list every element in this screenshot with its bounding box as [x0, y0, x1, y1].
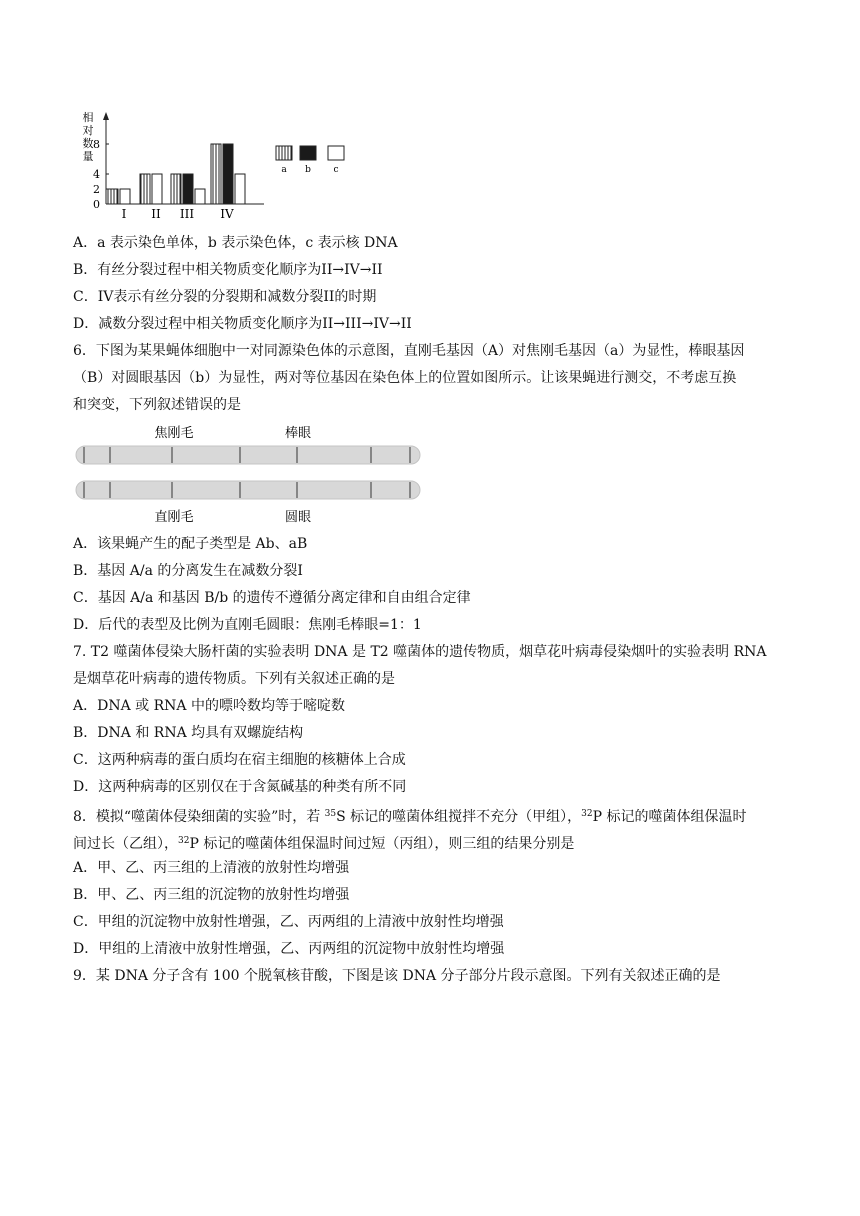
q5-option-b: B．有丝分裂过程中相关物质变化顺序为II→IV→II: [73, 262, 383, 278]
legend-swatch-c: [328, 146, 344, 160]
q8-stem-2a: 间过长（乙组），: [73, 836, 178, 852]
q7-option-b: B．DNA 和 RNA 均具有双螺旋结构: [73, 725, 304, 741]
x-tick-label: II: [151, 207, 161, 220]
q9-stem-line-1: 9．某 DNA 分子含有 100 个脱氧核苷酸，下图是该 DNA 分子部分片段示意图。下列有关叙述正确的是: [73, 968, 721, 984]
bar-a-III: [171, 174, 181, 204]
q8-sup-32b: 32: [178, 836, 190, 846]
y-axis-arrow: [103, 112, 109, 120]
chart-bars: [108, 144, 245, 204]
chromosome-top: [76, 446, 420, 464]
y-label-char-3: 数: [82, 137, 94, 150]
y-axis-label: [83, 110, 94, 163]
chromosome-bottom: [76, 481, 420, 499]
q8-option-b: B．甲、乙、丙三组的沉淀物的放射性均增强: [73, 887, 350, 903]
q7-option-a: A．DNA 或 RNA 中的嘌呤数均等于嘧啶数: [73, 698, 345, 714]
legend-label-a: a: [281, 165, 287, 175]
q6-option-d: D．后代的表型及比例为直刚毛圆眼：焦刚毛棒眼=1：1: [73, 617, 422, 633]
bar-a-I: [108, 189, 118, 204]
label-straight-bristle: 直刚毛: [154, 510, 194, 525]
q5-option-d: D．减数分裂过程中相关物质变化顺序为II→III→IV→II: [73, 316, 412, 332]
bar-c-IV: [235, 174, 245, 204]
bar-a-IV: [211, 144, 221, 204]
bar-b-III: [183, 174, 193, 204]
q6-option-b: B．基因 A/a 的分离发生在减数分裂I: [73, 563, 303, 579]
bar-c-III: [195, 189, 205, 204]
y-tick-label: 0: [93, 198, 100, 211]
q8-option-d: D．甲组的上清液中放射性增强，乙、丙两组的沉淀物中放射性均增强: [73, 941, 505, 957]
q7-option-d: D．这两种病毒的区别仅在于含氮碱基的种类有所不同: [73, 779, 407, 795]
q8-stem-1a: 8．模拟“噬菌体侵染细菌的实验”时，若: [73, 809, 325, 825]
q8-stem-line-1: [73, 804, 747, 827]
label-round-eye: 圆眼: [284, 510, 312, 525]
bar-c-II: [152, 174, 162, 204]
q6-option-c: C．基因 A/a 和基因 B/b 的遗传不遵循分离定律和自由组合定律: [73, 590, 471, 606]
y-tick-label: 2: [93, 183, 100, 196]
y-label-char-4: 量: [82, 150, 94, 163]
q8-option-a: A．甲、乙、丙三组的上清液的放射性均增强: [73, 860, 350, 876]
q8-stem-1c: P 标记的噬菌体组保温时: [592, 809, 747, 825]
x-tick-label: I: [121, 207, 127, 220]
x-tick-label: IV: [220, 207, 234, 220]
label-bar-eye: 棒眼: [284, 426, 312, 441]
legend-swatch-a: [276, 146, 292, 160]
bar-c-I: [120, 189, 130, 204]
q6-stem-line-3: 和突变，下列叙述错误的是: [73, 397, 241, 413]
q7-option-c: C．这两种病毒的蛋白质均在宿主细胞的核糖体上合成: [73, 752, 406, 768]
y-label-char-2: 对: [82, 124, 94, 137]
q6-option-a: A．该果蝇产生的配子类型是 Ab、aB: [73, 536, 308, 552]
q8-option-c: C．甲组的沉淀物中放射性增强，乙、丙两组的上清液中放射性均增强: [73, 914, 504, 930]
legend-swatch-b: [300, 146, 316, 160]
legend-label-c: c: [333, 165, 339, 175]
bar-b-IV: [223, 144, 233, 204]
bar-a-II: [140, 174, 150, 204]
q8-sup-32a: 32: [581, 809, 593, 819]
q8-stem-line-2: [73, 831, 574, 854]
y-tick-label: 8: [93, 138, 100, 151]
q5-option-c: C．IV表示有丝分裂的分裂期和减数分裂II的时期: [73, 289, 377, 305]
chart-legend: [276, 146, 344, 175]
q7-stem-line-2: 是烟草花叶病毒的遗传物质。下列有关叙述正确的是: [73, 671, 395, 687]
q5-option-a: A．a 表示染色单体，b 表示染色体，c 表示核 DNA: [73, 235, 398, 251]
q8-sup-35: 35: [324, 809, 337, 819]
bar-chart: [74, 108, 374, 220]
x-tick-label: III: [179, 207, 195, 220]
q7-stem-line-1: 7. T2 噬菌体侵染大肠杆菌的实验表明 DNA 是 T2 噬菌体的遗传物质，烟草花叶病毒侵染烟叶的实验表明 RNA: [73, 644, 767, 660]
q6-stem-line-2: （B）对圆眼基因（b）为显性，两对等位基因在染色体上的位置如图所示。让该果蝇进行测交，不考虑互换: [73, 370, 737, 386]
legend-label-b: b: [305, 165, 311, 175]
label-scorched-bristle: 焦刚毛: [154, 426, 194, 441]
y-tick-label: 4: [93, 168, 100, 181]
q8-stem-1b: S 标记的噬菌体组搅拌不充分（甲组），: [336, 809, 582, 825]
q6-stem-line-1: 6．下图为某果蝇体细胞中一对同源染色体的示意图，直刚毛基因（A）对焦刚毛基因（a）为显性，棒眼基因: [73, 343, 745, 359]
chromosome-diagram: [70, 420, 430, 528]
y-label-char-1: 相: [82, 111, 94, 124]
q8-stem-2b: P 标记的噬菌体组保温时间过短（丙组），则三组的结果分别是: [189, 836, 575, 852]
